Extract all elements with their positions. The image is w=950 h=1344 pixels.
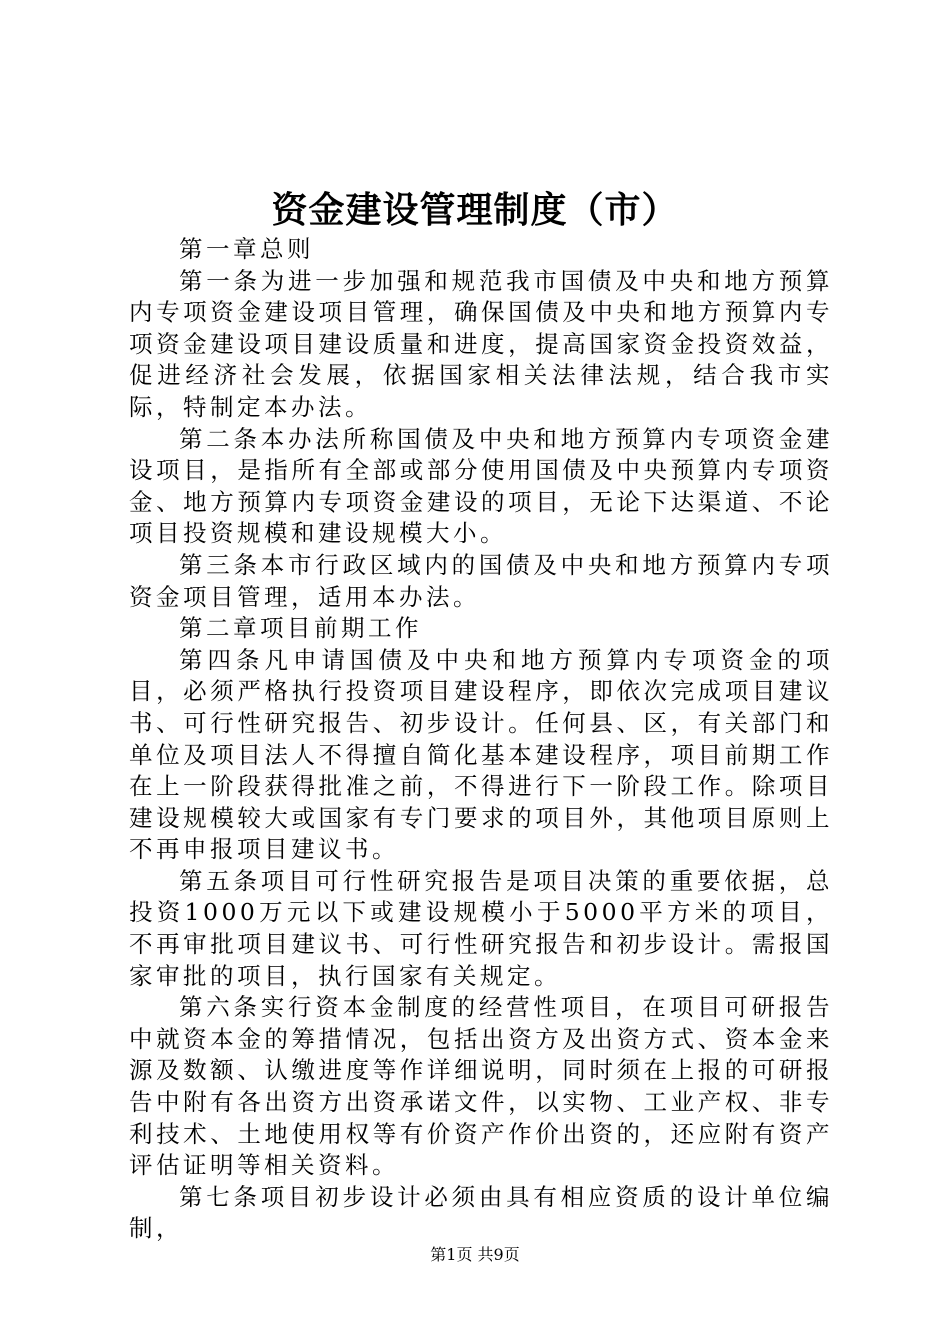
- paragraph: 第七条项目初步设计必须由具有相应资质的设计单位编制，: [129, 1182, 833, 1243]
- paragraph: 第三条本市行政区域内的国债及中央和地方预算内专项资金项目管理，适用本办法。: [129, 550, 833, 611]
- document-title: 资金建设管理制度（市）: [271, 189, 679, 231]
- paragraph: 第二条本办法所称国债及中央和地方预算内专项资金建设项目，是指所有全部或部分使用国债及中央预算内专项资金、地方预算内专项资金建设的项目，无论下达渠道、不论项目投资规模和建设规模大小。: [129, 424, 833, 548]
- paragraph: 第五条项目可行性研究报告是项目决策的重要依据，总投资1000万元以下或建设规模小于5000平方米的项目，不再审批项目建议书、可行性研究报告和初步设计。需报国家审批的项目，执行国家有关规定。: [129, 866, 833, 990]
- document-body: [129, 234, 833, 1245]
- chapter-heading: 第二章项目前期工作: [179, 614, 422, 643]
- paragraph: 第一条为进一步加强和规范我市国债及中央和地方预算内专项资金建设项目管理，确保国债及中央和地方预算内专项资金建设项目建设质量和进度，提高国家资金投资效益，促进经济社会发展，依据国家相关法律法规，结合我市实际，特制定本办法。: [129, 266, 833, 421]
- chapter-heading: 第一章总则: [179, 235, 314, 263]
- page-number-footer: 第1页 共9页: [430, 1245, 520, 1264]
- paragraph: 第六条实行资本金制度的经营性项目，在项目可研报告中就资本金的筹措情况，包括出资方及出资方式、资本金来源及数额、认缴进度等作详细说明，同时须在上报的可研报告中附有各出资方出资承诺文件，以实物、工业产权、非专利技术、土地使用权等有价资产作价出资的，还应附有资产评估证明等相关资料。: [129, 993, 833, 1180]
- paragraph: 第四条凡申请国债及中央和地方预算内专项资金的项目，必须严格执行投资项目建设程序，即依次完成项目建议书、可行性研究报告、初步设计。任何县、区，有关部门和单位及项目法人不得擅自简化基本建设程序，项目前期工作在上一阶段获得批准之前，不得进行下一阶段工作。除项目建设规模较大或国家有专门要求的项目外，其他项目原则上不再申报项目建议书。: [129, 645, 833, 864]
